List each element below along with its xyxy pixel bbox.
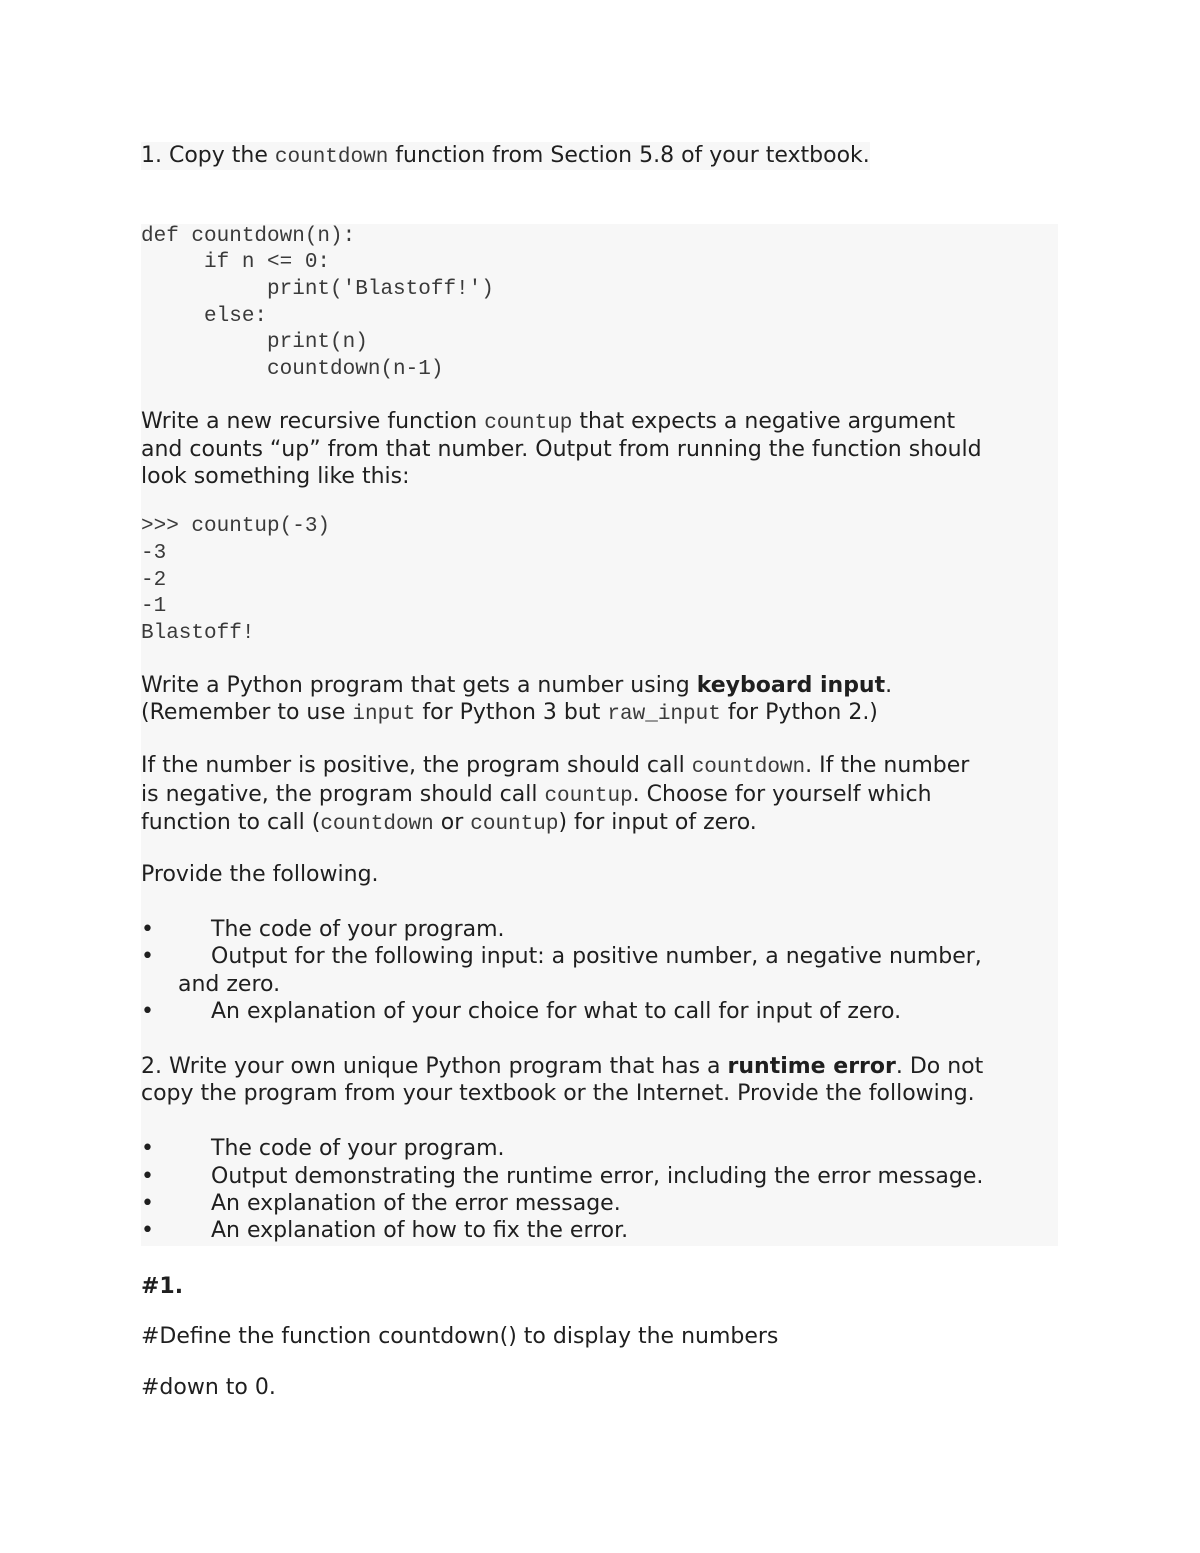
output-line: -1 (141, 595, 167, 618)
positive-para-line: If the number is positive, the program should call countdown. If the number (141, 753, 970, 779)
bullet-icon: • (141, 944, 154, 969)
bullet-icon: • (141, 1136, 154, 1161)
bullet-icon: • (141, 999, 154, 1024)
list-item: • An explanation of how to fix the error. (141, 1218, 629, 1243)
list-item: • Output for the following input: a positive number, a negative number, and zero. (141, 944, 982, 997)
provide-label: Provide the following. (141, 862, 379, 887)
list-item: • An explanation of the error message. (141, 1191, 621, 1216)
code-line: print('Blastoff!') (141, 278, 494, 301)
q1-suffix: function from Section 5.8 of your textbook. (388, 143, 870, 168)
inline-code: input (352, 703, 416, 726)
countup-para-line: Write a new recursive function countup that expects a negative argument (141, 409, 956, 435)
list-item: • The code of your program. (141, 1136, 505, 1161)
inline-code: countdown (691, 756, 806, 779)
inline-code: countup (544, 785, 633, 808)
answer-comment: #Define the function countdown() to display the numbers (141, 1324, 779, 1349)
question-1-title (141, 142, 870, 170)
question-2-line: 2. Write your own unique Python program that has a runtime error. Do not (141, 1054, 984, 1079)
q1-code: countdown (274, 146, 389, 169)
list-item: • Output demonstrating the runtime error, including the error message. (141, 1164, 984, 1189)
inline-code: raw_input (607, 703, 721, 726)
bold-text: runtime error (727, 1054, 896, 1079)
inline-code: countup (470, 813, 559, 836)
bullet-icon: • (141, 1191, 154, 1216)
bullet-icon: • (141, 1218, 154, 1243)
bold-text: keyboard input (696, 673, 886, 698)
output-line: >>> countup(-3) (141, 515, 331, 538)
code-line: countdown(n-1) (141, 358, 444, 381)
countup-para-line: look something like this: (141, 464, 410, 489)
question-2-line: copy the program from your textbook or the Internet. Provide the following. (141, 1081, 975, 1106)
input-para-line: (Remember to use input for Python 3 but raw_input for Python 2.) (141, 700, 878, 726)
bullet-icon: • (141, 1164, 154, 1189)
positive-para-line: function to call (countdown or countup) for input of zero. (141, 810, 757, 836)
answer-heading: #1. (141, 1274, 184, 1299)
input-para-line: Write a Python program that gets a number using keyboard input. (141, 673, 893, 698)
output-line: -2 (141, 569, 167, 592)
positive-para-line: is negative, the program should call countup. Choose for yourself which (141, 782, 932, 808)
code-line: def countdown(n): (141, 225, 356, 248)
code-line: else: (141, 305, 268, 328)
inline-code: countdown (320, 813, 434, 836)
list-item: • An explanation of your choice for what to call for input of zero. (141, 999, 902, 1024)
output-line: -3 (141, 542, 167, 565)
countup-para-line: and counts “up” from that number. Output from running the function should (141, 437, 982, 462)
list-item: • The code of your program. (141, 917, 505, 942)
bullet-icon: • (141, 917, 154, 942)
inline-code: countup (484, 412, 573, 435)
q1-prefix: 1. Copy the (141, 143, 275, 168)
output-line: Blastoff! (141, 622, 255, 645)
answer-comment: #down to 0. (141, 1375, 276, 1400)
code-line: if n <= 0: (141, 251, 331, 274)
code-line: print(n) (141, 331, 368, 354)
